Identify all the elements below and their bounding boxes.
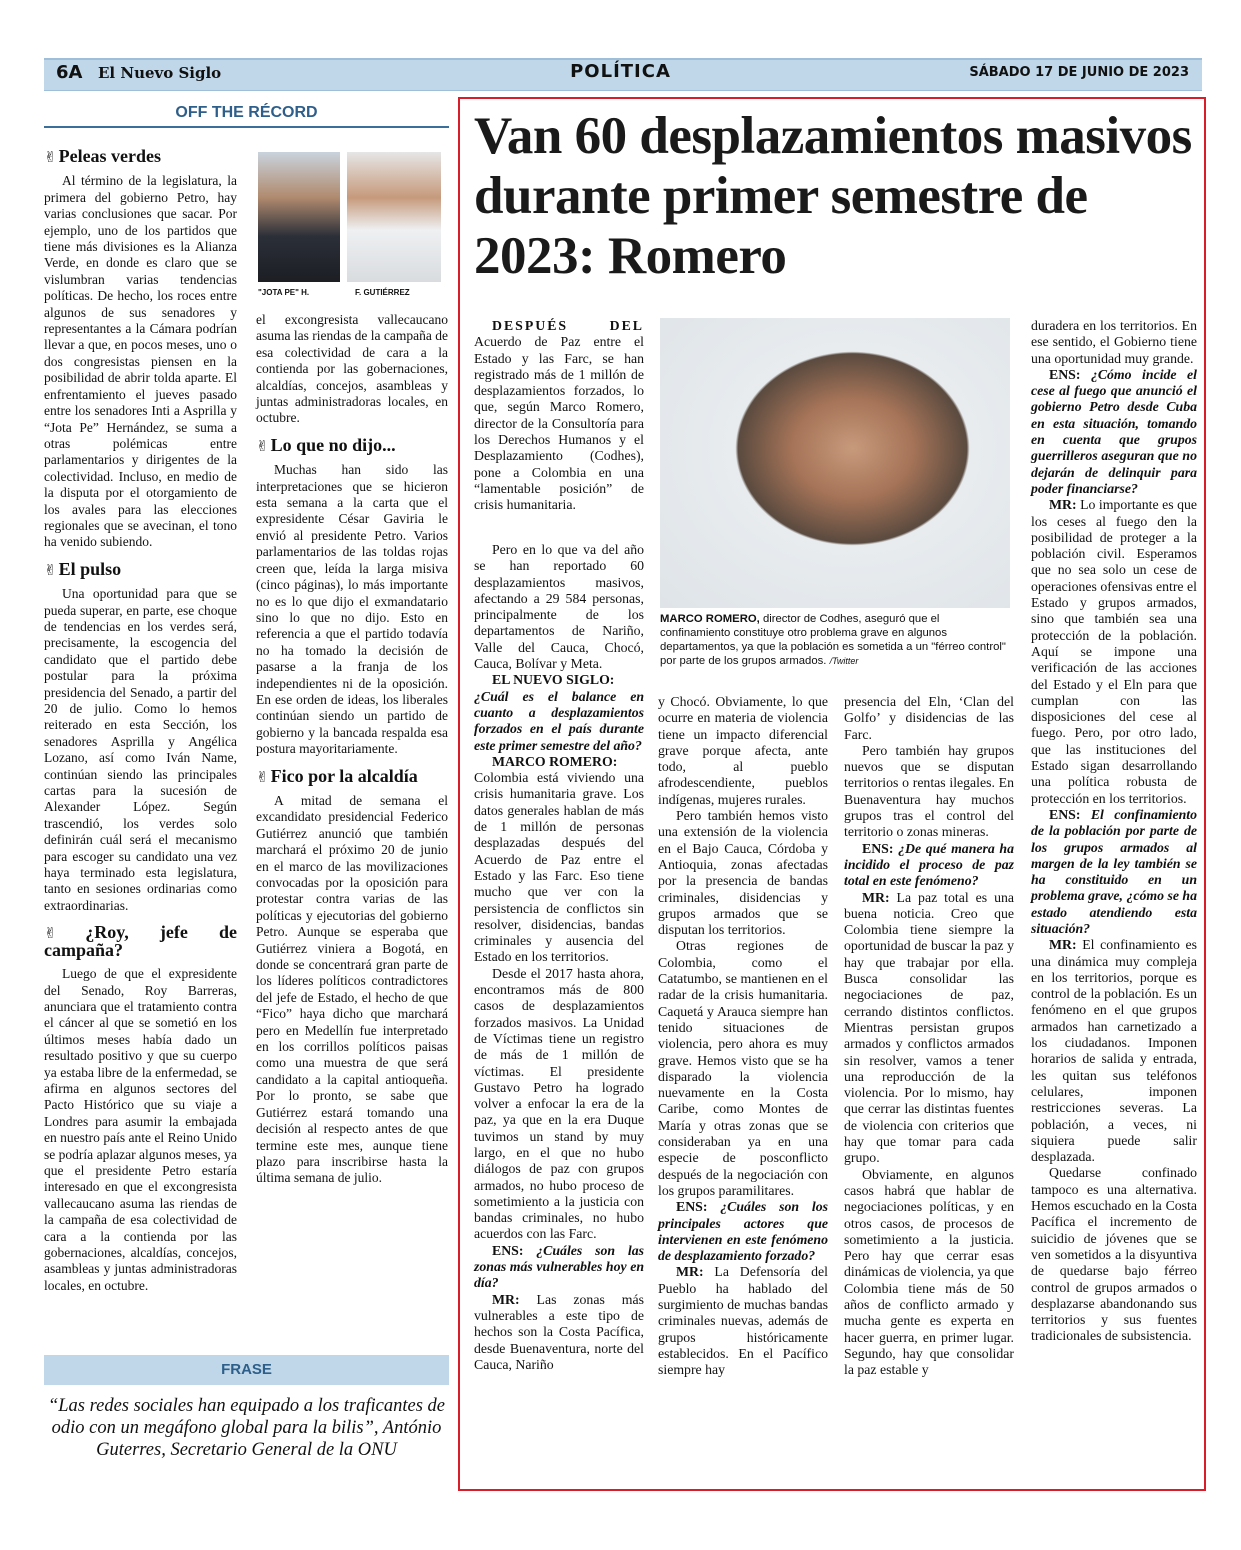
paragraph: Pero también hay grupos nuevos que se disputan territorios o rentas ilegales. En Buenaventura hay muchos grupos tras el control del territorio o zonas mineras.: [844, 742, 1014, 840]
paragraph: Desde el 2017 hasta ahora, encontramos más de 800 casos de desplazamientos forzados masivos. La Unidad de Víctimas tiene un registro de más de 1 millón de víctimas. El presidente Gustavo Petro ha logrado volver a enfocar la era de la paz, ya que en la era Duque tuvimos un stand by muy largo, en el que no hubo diálogos de paz con grupos armados, no hubo proceso de sometimiento a la justicia con bandas criminales, no hubo acuerdos con las Farc.: [474, 965, 644, 1242]
speaker-text: ¿De qué manera ha incidido el proceso de paz total en este fenómeno?: [844, 840, 1014, 889]
article-column-1: [474, 542, 644, 1482]
speaker-text: Las zonas más vulnerables a este tipo de hechos son la Costa Pacífica, desde Buenaventura, norte del Cauca, Nariño: [474, 1291, 644, 1372]
lead-caps: DESPUÉS DEL: [492, 318, 644, 333]
interview-question: [844, 841, 1014, 890]
photo-credit: /Twitter: [829, 656, 859, 666]
victory-hand-icon: ✌: [44, 560, 57, 579]
speaker-text: ¿Cómo incide el cese al fuego que anunció el gobierno Petro desde Cuba en esta situación, tomando en cuenta que grupos guerrilleros aseguran que no dejarán de delinquir para poder financiarse?: [1031, 366, 1197, 496]
paragraph: Otras regiones de Colombia, como el Catatumbo, se mantienen en el radar de la crisis humanitaria. Caquetá y Arauca siempre han tenido situaciones de violencia, pero ahora es muy grave. Hemos visto que se ha disparado la violencia nuevamente en la Costa Caribe, como Montes de María y otras zonas que se consideraban ya en una especie de posconflicto después de la negociación con los grupos paramilitares.: [658, 938, 828, 1198]
caption-name: MARCO ROMERO,: [660, 613, 760, 625]
interview-answer: [474, 1292, 644, 1373]
caption-text: director de Codhes, aseguró que el confinamiento constituye otro problema grave en algunos departamentos, ya que la población es sometida a un "férreo control" por parte de los grupos armados.: [660, 613, 1006, 667]
issue-date: SÁBADO 17 DE JUNIO DE 2023: [969, 65, 1189, 80]
section-title: POLÍTICA: [570, 61, 671, 82]
subheading: [256, 765, 448, 786]
paragraph: duradera en los territorios. En ese sentido, el Gobierno tiene una oportunidad muy grande.: [1031, 318, 1197, 366]
paragraph: Al término de la legislatura, la primera del gobierno Petro, hay varias conclusiones que sacar. Por ejemplo, uno de los partidos que tiene más divisiones es la Alianza Verde, en donde es claro que se vislumbran varias tendencias políticas. De hecho, los roces entre algunos de sus senadores y representantes a la Cámara podrían llevar a que, en pocos meses, uno o dos congresistas piensen en la posibilidad de abrir tolda aparte. El enfrentamiento el jueves pasado entre los senadores Inti a Asprilla y “Jota Pe” Hernández, se suma a otras polémicas entre parlamentarios y dirigentes de la colectividad. Incluso, en medio de la disputa por el otorgamiento de los avales para las elecciones regionales que se avecinan, el tono ha venido subiendo.: [44, 173, 237, 550]
interview-question: ¿Cuál es el balance en cuanto a desplazamientos forzados en el país durante este primer semestre del año?: [474, 688, 644, 753]
speaker-label: ENS:: [862, 840, 899, 856]
subheading: [44, 148, 237, 165]
interview-answer: [1031, 497, 1197, 807]
subheading-text: Peleas verdes: [58, 146, 162, 166]
speaker-label: ENS:: [1049, 366, 1091, 382]
victory-hand-icon: ✌: [256, 767, 269, 786]
interview-question: [658, 1199, 828, 1264]
subheading: [44, 924, 237, 958]
subheading: [44, 558, 237, 579]
photo-caption: [660, 612, 1010, 668]
article-column-4: [1031, 318, 1197, 1482]
victory-hand-icon: ✌: [44, 148, 57, 166]
speaker-text: El confinamiento de la población por parte de los grupos armados al margen de la ley también se ha constituido en un problema grave, ¿cómo se ha estado atendiendo esta situación?: [1031, 806, 1197, 936]
paragraph-continued: el excongresista vallecaucano asuma las riendas de la campaña de esa colectividad de cara a la contienda por las gobernaciones, alcaldías, concejos, asambleas y juntas administradoras locales, en octubre.: [256, 312, 448, 426]
article-column-2: [658, 694, 828, 1482]
paragraph: Pero en lo que va del año se han reportado 60 desplazamientos masivos, afectando a 29 584 personas, principalmente de los departamentos de Nariño, Valle del Cauca, Chocó, Cauca, Bolívar y Meta.: [474, 542, 644, 672]
victory-hand-icon: ✌: [44, 924, 84, 943]
photo-caption-gutierrez: F. GUTIÉRREZ: [355, 288, 410, 297]
subheading: [256, 434, 448, 455]
speaker-text: La paz total es una buena noticia. Creo que Colombia tiene siempre la oportunidad de buscar la paz y hay que trabajar por ella. Busca consolidar las negociaciones de paz, cerrando distintos conflictos. Mientras persistan grupos armados y conflictos armados sin resolver, vamos a tener una reproducción de la violencia. Por lo mismo, hay que cerrar las distintas fuentes de violencia con criterios que hay que tomar para cada grupo.: [844, 889, 1015, 1166]
speaker-label: ENS:: [676, 1199, 721, 1215]
photo-caption-jota-pe: "JOTA PE" H.: [258, 288, 310, 297]
victory-hand-icon: ✌: [256, 436, 269, 455]
interview-question: [1031, 807, 1197, 937]
subheading-text: ¿Roy, jefe de campaña?: [44, 922, 237, 960]
interview-question: [1031, 367, 1197, 497]
interview-answer: [658, 1264, 828, 1378]
otr-column-right: [256, 312, 448, 1187]
paragraph: Quedarse confinado tampoco es una alternativa. Hemos escuchado en la Costa Pacífica el incremento de suicidio de jóvenes que se ven sometidos a la disyuntiva de quedarse bajo férreo control de grupos armados o desplazarse abandonando sus territorios y sus fuentes tradicionales de subsistencia.: [1031, 1165, 1197, 1344]
frase-title: FRASE: [44, 1355, 449, 1385]
paragraph: Colombia está viviendo una crisis humanitaria grave. Los datos generales hablan de más de 1 millón de personas desplazadas después del Acuerdo de Paz entre el Estado y las Farc. Eso tiene mucho que ver con la persistencia de conflictos sin resolver, disidencias, bandas criminales y ausencia del Estado en los territorios.: [474, 770, 644, 965]
off-the-record-title: OFF THE RÉCORD: [44, 100, 449, 128]
paragraph: Muchas han sido las interpretaciones que se hicieron esta semana a la carta que el expresidente César Gaviria le envió al presidente Petro. Varios parlamentarios de las toldas rojas creen que, leída la larga misiva (cinco páginas), lo más importante no es lo que dijo el exmandatario sino lo que no dijo. Esto en referencia a que el partido todavía no ha tomado la decisión de pasarse a la franja de los independientes ni de la oposición. En ese orden de ideas, los liberales continúan siendo un partido de gobierno y la bancada respalda esa postura mayoritariamente.: [256, 462, 448, 757]
subheading-text: Lo que no dijo...: [270, 434, 396, 455]
speaker-label: ENS:: [492, 1242, 537, 1258]
frase-quote: “Las redes sociales han equipado a los traficantes de odio con un megáfono global para la bilis”, António Guterres, Secretario General de la ONU: [47, 1396, 446, 1460]
paragraph: y Chocó. Obviamente, lo que ocurre en materia de violencia tiene un impacto diferencial grave porque afecta, ante todo, al pueblo afrodescendiente, pueblos indígenas, mujeres rurales.: [658, 694, 828, 807]
subheading-text: El pulso: [58, 558, 122, 579]
speaker-text: ¿Cuáles son las zonas más vulnerables hoy en día?: [474, 1242, 644, 1291]
paragraph: Una oportunidad para que se pueda superar, en parte, ese choque de tendencias en los verdes será, precisamente, la escogencia del candidato que el partido debe postular para la próxima presidencia del Senado, a partir del 20 de julio. Como lo hemos reiterado en esta Sección, los senadores Asprilla y Angélica Lozano, así como Iván Name, continúan siendo las principales cartas para la sucesión de Alexander López. Según trascendió, los verdes solo definirán cuál será el mecanismo para escoger su candidato una vez haya terminado esta legislatura, tanto en sesiones ordinarias como extraordinarias.: [44, 586, 237, 913]
paragraph: Luego de que el expresidente del Senado, Roy Barreras, anunciara que el tratamiento contra el cáncer al que se sometió en los últimos meses había dado un resultado positivo y que su cuerpo ya estaba libre de la enfermedad, se afirma en algunos sectores del Pacto Histórico que su viaje a Londres para asumir la embajada en nuestro país ante el Reino Unido se podría aplazar algunos meses, ya que el presidente Petro estaría interesado en que el excongresista vallecaucano asuma las riendas de la campaña de esa colectividad de cara a la contienda por las gobernaciones, alcaldías, concejos, asambleas y juntas administradoras locales, en octubre.: [44, 966, 237, 1293]
paragraph: Obviamente, en algunos casos habrá que hablar de negociaciones políticas, y en otros casos, de procesos de sometimiento a la justicia. Pero hay que cerrar esas dinámicas de violencia, ya que Colombia tiene más de 50 años de conflicto armado y mucha gente es experta en hacer guerra, en primer lugar. Segundo, hay que consolidar la paz estable y: [844, 1166, 1014, 1378]
interview-question: [474, 1243, 644, 1292]
gutierrez-photo: [347, 152, 441, 282]
lead-paragraph: [474, 318, 644, 514]
speaker-text: El confinamiento es una dinámica muy compleja en los territorios, porque es control de la población. Es un fenómeno en el que grupos armados han carnetizado a los ciudadanos. Imponen horarios de salida y entrada, les quitan sus teléfonos celulares, imponen restricciones severas. La población, a veces, ni siquiera puede salir desplazada.: [1031, 937, 1198, 1165]
speaker-text: Lo importante es que los ceses al fuego den la posibilidad de proteger a la población civil. Esperamos que no sea solo un cese de operaciones ofensivas entre el Estado y grupos armados, sino que también sea una protección de la población. Aquí se impone una verificación de las acciones del Estado y el Eln para que cumplan con las disposiciones del cese al fuego. Pero, por otro lado, que las instituciones del Estado sigan desarrollando una política robusta de protección en los territorios.: [1031, 497, 1198, 806]
jota-pe-photo: [258, 152, 340, 282]
paragraph: Pero también hemos visto una extensión de la violencia en el Bajo Cauca, Córdoba y Antioquia, zonas afectadas por la presencia de bandas criminales, disidencias y grupos armados que se disputan los territorios.: [658, 808, 828, 938]
article-column-3: [844, 694, 1014, 1482]
interview-label: MARCO ROMERO:: [492, 753, 618, 769]
paragraph: presencia del Eln, ‘Clan del Golfo’ y disidencias de las Farc.: [844, 694, 1014, 742]
article-lead: [474, 318, 644, 514]
subheading-text: Fico por la alcaldía: [270, 765, 418, 786]
speaker-label: MR:: [862, 889, 897, 905]
newspaper-name: El Nuevo Siglo: [98, 64, 222, 82]
speaker-text: ¿Cuáles son los principales actores que intervienen en este fenómeno de desplazamiento forzado?: [658, 1199, 828, 1264]
interview-label: EL NUEVO SIGLO:: [492, 672, 615, 688]
page-number: 6A: [56, 62, 83, 83]
speaker-label: MR:: [676, 1264, 715, 1280]
interview-answer: [844, 890, 1014, 1167]
speaker-label: MR:: [492, 1291, 537, 1307]
marco-romero-photo: [660, 318, 1010, 608]
lead-text: Acuerdo de Paz entre el Estado y las Farc, se han registrado más de 1 millón de desplazamientos forzados, lo que, según Marco Romero, director de la Consultoría para los Derechos Humanos y el Desplazamiento (Codhes), pone a Colombia en una “lamentable posición” de crisis humanitaria.: [474, 334, 644, 513]
speaker-text: La Defensoría del Pueblo ha hablado del surgimiento de muchas bandas criminales nuevas, además de grupos históricamente establecidos. En el Pacífico siempre hay: [658, 1264, 828, 1378]
speaker-label: MR:: [1049, 937, 1083, 953]
otr-column-left: [44, 146, 237, 1293]
article-headline: Van 60 desplazamientos masivos durante primer semestre de 2023: Romero: [474, 107, 1192, 285]
speaker-label: ENS:: [1049, 806, 1091, 822]
speaker-label: MR:: [1049, 497, 1081, 513]
paragraph: A mitad de semana el excandidato presidencial Federico Gutiérrez anunció que también marchará el próximo 20 de junio en el marco de las movilizaciones convocadas por la oposición para protestar contra varias de las políticas y ejecutorias del gobierno Petro. Aunque se esperaba que Gutiérrez viniera a Bogotá, en donde se concentrará gran parte de los líderes políticos contradictores del jefe de Estado, el hecho de que “Fico” haya dicho que marchará pero en Medellín fue interpretado en los corrillos políticos paisas como una muestra de que será candidato a la capital antioqueña. Por lo pronto, se sabe que Gutiérrez estará tomando una decisión al respecto antes de que termine este mes, aunque tiene plazo para inscribirse hasta la última semana de julio.: [256, 792, 448, 1186]
interview-answer: [1031, 937, 1197, 1165]
